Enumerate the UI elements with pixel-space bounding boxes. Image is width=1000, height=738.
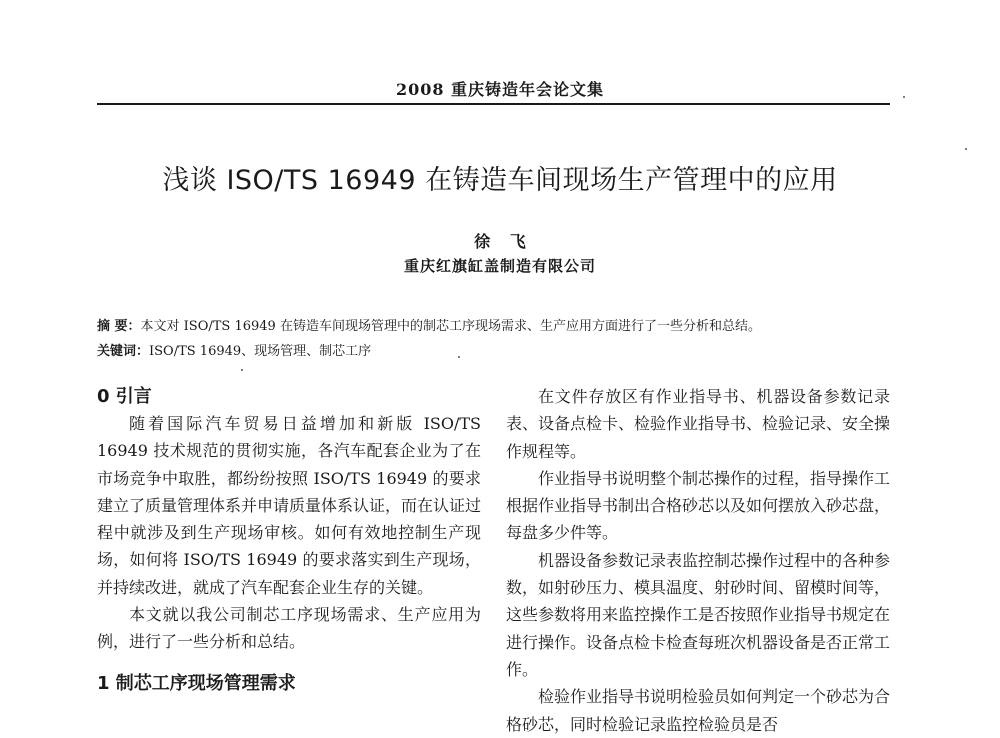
abstract	[97, 315, 897, 334]
paragraph: 本文就以我公司制芯工序现场需求、生产应用为例，进行了一些分析和总结。	[97, 605, 481, 652]
left-column	[97, 383, 481, 697]
running-header: 2008 重庆铸造年会论文集	[395, 80, 605, 99]
author-affiliation: 重庆红旗缸盖制造有限公司	[403, 257, 596, 275]
scan-speck	[458, 356, 460, 358]
abstract-label: 摘 要：	[97, 319, 141, 334]
paragraph: 检验作业指导书说明检验员如何判定一个砂芯为合格砂芯，同时检验记录监控检验员是否	[506, 687, 891, 734]
keywords	[97, 340, 897, 359]
author-name: 徐 飞	[474, 232, 526, 251]
paper-title: 浅谈 ISO/TS 16949 在铸造车间现场生产管理中的应用	[162, 165, 838, 196]
section-heading-1: 1 制芯工序现场管理需求	[97, 672, 296, 694]
scan-speck	[241, 369, 243, 371]
scan-speck	[965, 148, 967, 150]
paragraph: 作业指导书说明整个制芯操作的过程，指导操作工根据作业指导书制出合格砂芯以及如何摆放入砂芯盘，每盘多少件等。	[506, 468, 891, 543]
paragraph: 随着国际汽车贸易日益增加和新版 ISO/TS 16949 技术规范的贯彻实施，各汽车配套企业为了在市场竞争中取胜，都纷纷按照 ISO/TS 16949 的要求建立了质量管理体系并申请质量体系认证，而在认证过程中就涉及到生产现场审核。如何有效地控制生产现场，如何将 ISO/TS 16949 的要求落实到生产现场，并持续改进，就成了汽车配套企业生存的关键。	[97, 414, 482, 597]
abstract-text: 本文对 ISO/TS 16949 在铸造车间现场管理中的制芯工序现场需求、生产应用方面进行了一些分析和总结。	[140, 319, 761, 334]
header-rule	[97, 103, 890, 105]
keywords-label: 关键词：	[97, 344, 150, 359]
paragraph: 在文件存放区有作业指导书、机器设备参数记录表、设备点检卡、检验作业指导书、检验记录、安全操作规程等。	[506, 387, 891, 461]
scan-speck	[903, 96, 905, 98]
keywords-text: ISO/TS 16949、现场管理、制芯工序	[149, 344, 372, 359]
section-heading-introduction: 0 引言	[97, 386, 152, 407]
paragraph: 机器设备参数记录表监控制芯操作过程中的各种参数，如射砂压力、模具温度、射砂时间、留模时间等，这些参数将用来监控操作工是否按照作业指导书规定在进行操作。设备点检卡检查每班次机器设备是否正常工作。	[506, 550, 891, 679]
section-gap	[97, 656, 481, 670]
right-column	[506, 383, 890, 738]
